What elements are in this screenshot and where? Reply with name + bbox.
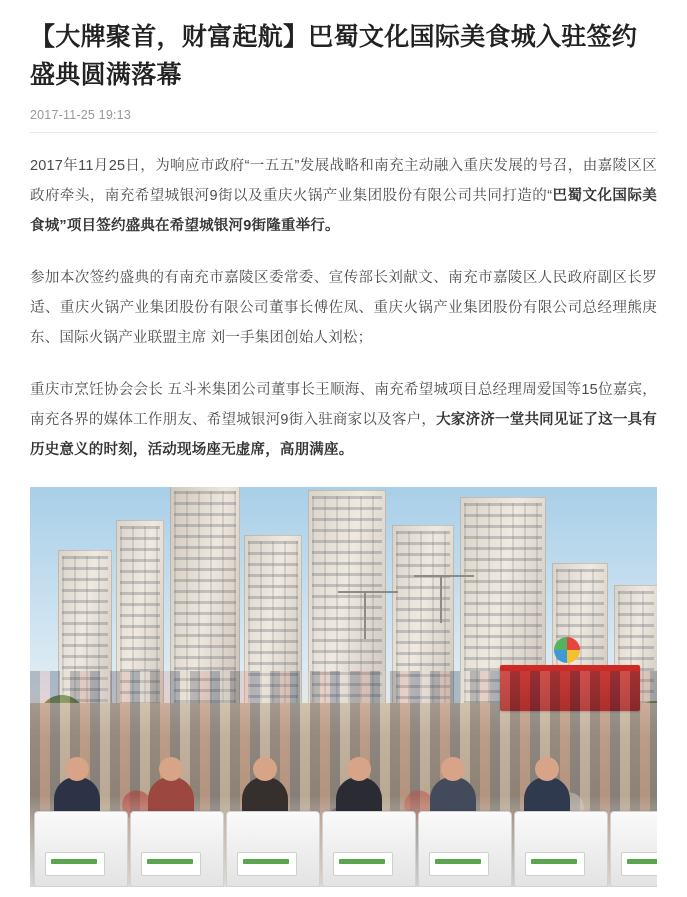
seat bbox=[514, 811, 608, 887]
article-timestamp: 2017-11-25 19:13 bbox=[30, 108, 131, 122]
seat bbox=[34, 811, 128, 887]
article-paragraph-1 bbox=[30, 151, 657, 241]
paragraph-3-run-1: 重庆市烹饪协会会长 五斗米集团公司董事长王顺海、南充希望城项目总经理周爱国等15位嘉宾，南充各界的媒体工作朋友、希望城银河9街入驻商家以及客户， bbox=[30, 382, 657, 428]
pinwheel-icon bbox=[554, 637, 580, 663]
crane-icon bbox=[364, 591, 366, 639]
seat bbox=[322, 811, 416, 887]
page-title: 【大牌聚首，财富起航】巴蜀文化国际美食城入驻签约盛典圆满落幕 bbox=[30, 23, 638, 89]
seat-tag bbox=[141, 852, 201, 876]
seat-tag bbox=[333, 852, 393, 876]
seat-tag bbox=[621, 852, 657, 876]
paragraph-1-run-2: 巴蜀文化国际美食城”项目签约盛典在希望城银河9街隆重举行。 bbox=[30, 188, 657, 234]
event-scene-image bbox=[30, 487, 657, 887]
seat bbox=[418, 811, 512, 887]
article-photo bbox=[30, 487, 657, 887]
article-paragraph-3 bbox=[30, 375, 657, 465]
seat bbox=[130, 811, 224, 887]
paragraph-2-run-1: 参加本次签约盛典的有南充市嘉陵区委常委、宣传部长刘献文、南充市嘉陵区人民政府副区长罗适、重庆火锅产业集团股份有限公司董事长傅佐凤、重庆火锅产业集团股份有限公司总经理熊庚东、国际火锅产业联盟主席 刘一手集团创始人刘松； bbox=[30, 270, 657, 346]
paragraph-3-run-2: 大家济济一堂共同见证了这一具有历史意义的时刻，活动现场座无虚席，高朋满座。 bbox=[30, 412, 658, 458]
front-seating-row bbox=[30, 795, 657, 887]
paragraph-1-run-1: 2017年11月25日，为响应市政府“一五五”发展战略和南充主动融入重庆发展的号召，由嘉陵区区政府牵头，南充希望城银河9街以及重庆火锅产业集团股份有限公司共同打造的“ bbox=[30, 158, 657, 204]
seat-tag bbox=[429, 852, 489, 876]
header-divider bbox=[30, 132, 657, 133]
seat-tag bbox=[237, 852, 297, 876]
seat-tag bbox=[525, 852, 585, 876]
article-paragraph-2 bbox=[30, 263, 657, 353]
seat bbox=[610, 811, 657, 887]
crane-icon bbox=[440, 575, 442, 623]
seat bbox=[226, 811, 320, 887]
seat-tag bbox=[45, 852, 105, 876]
